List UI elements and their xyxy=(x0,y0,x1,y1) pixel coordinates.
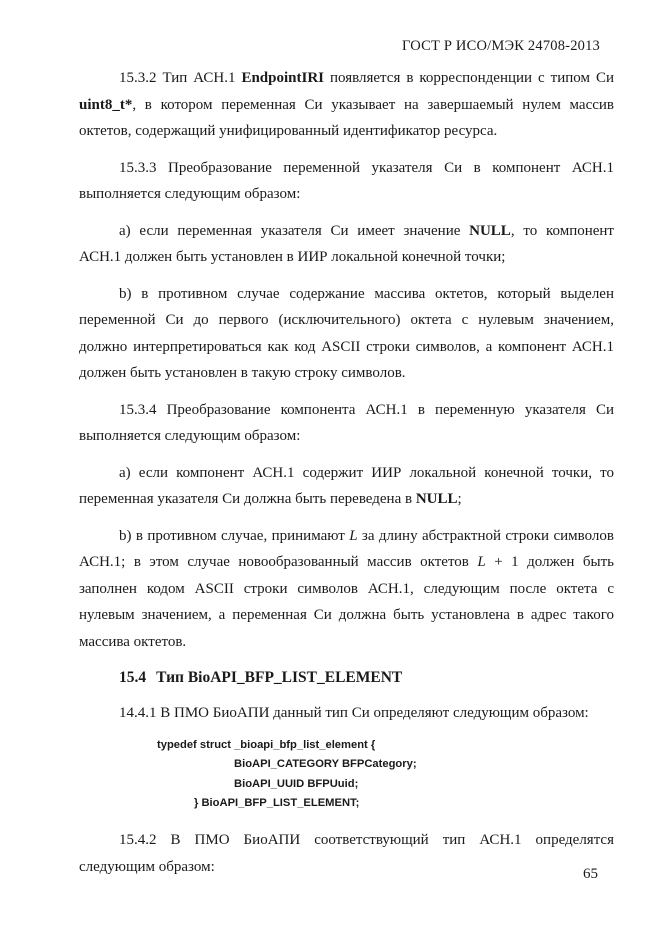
paragraph-15-3-4-a xyxy=(79,460,614,513)
standard-header: ГОСТ Р ИСО/МЭК 24708-2013 xyxy=(402,38,600,54)
text-run: , в котором переменная Си указывает на завершаемый нулем массив октетов, содержащий унифицированный идентификатор ресурса. xyxy=(79,96,614,139)
variable-l: L xyxy=(349,527,358,544)
paragraph-15-3-4-b xyxy=(79,523,614,656)
paragraph-14-4-1: 14.4.1 В ПМО БиоАПИ данный тип Си определяют следующим образом: xyxy=(119,704,589,721)
text-run: b) в противном случае, принимают xyxy=(119,527,350,544)
text-run: ; xyxy=(457,491,462,507)
code-line: BioAPI_UUID BFPUuid; xyxy=(234,777,359,790)
paragraph-15-3-3-a xyxy=(79,218,614,271)
type-name-endpointiri: EndpointIRI xyxy=(241,70,324,86)
text-run: а) если переменная указателя Си имеет значение xyxy=(119,222,470,239)
text-run: за длину абстрактной строки символов АСН.1; в этом случае новообразованный массив октетов xyxy=(79,527,614,570)
code-line: BioAPI_CATEGORY BFPCategory; xyxy=(234,758,417,771)
text-run: + 1 должен быть заполнен кодом ASCII строки символов АСН.1, следующим после октета с нулевым значением, а переменная Си должна быть установлена в адрес такого массива октетов. xyxy=(79,554,614,650)
paragraph-15-3-3-b: b) в противном случае содержание массива октетов, который выделен переменной Си до первого (исключительного) октета с нулевым значением, должно интерпретироваться как код ASCII строки символов, а компонент АСН.1 должен быть установлен в такую строку символов. xyxy=(79,285,614,381)
null-keyword: NULL xyxy=(469,222,511,239)
paragraph-15-3-3: 15.3.3 Преобразование переменной указателя Си в компонент АСН.1 выполняется следующим образом: xyxy=(79,159,614,202)
paragraph-15-3-4: 15.3.4 Преобразование компонента АСН.1 в переменную указателя Си выполняется следующим образом: xyxy=(79,401,614,444)
page-number: 65 xyxy=(583,866,598,882)
null-keyword: NULL xyxy=(415,491,458,507)
text-run: 15.3.2 Тип АСН.1 xyxy=(119,70,242,86)
variable-l: L xyxy=(477,554,486,570)
code-line: } BioAPI_BFP_LIST_ELEMENT; xyxy=(194,796,360,809)
type-name-uint8: uint8_t* xyxy=(79,96,133,113)
page-content xyxy=(79,65,614,890)
paragraph-15-4-2: 15.4.2 В ПМО БиоАПИ соответствующий тип АСН.1 определятся следующим образом: xyxy=(79,832,614,875)
code-block xyxy=(79,736,614,813)
paragraph-15-3-2 xyxy=(79,65,614,145)
section-number: 15.4 xyxy=(119,669,147,686)
text-run: а) если компонент АСН.1 содержит ИИР локальной конечной точки, то переменная указателя Си должна быть переведена в xyxy=(79,464,614,507)
section-heading xyxy=(119,665,614,692)
text-run: , то компонент АСН.1 должен быть установлен в ИИР локальной конечной точки; xyxy=(79,222,614,265)
code-line: typedef struct _bioapi_bfp_list_element { xyxy=(157,739,376,751)
section-title: Тип BioAPI_BFP_LIST_ELEMENT xyxy=(156,669,403,686)
text-run: появляется в корреспонденции с типом Си xyxy=(324,70,614,86)
